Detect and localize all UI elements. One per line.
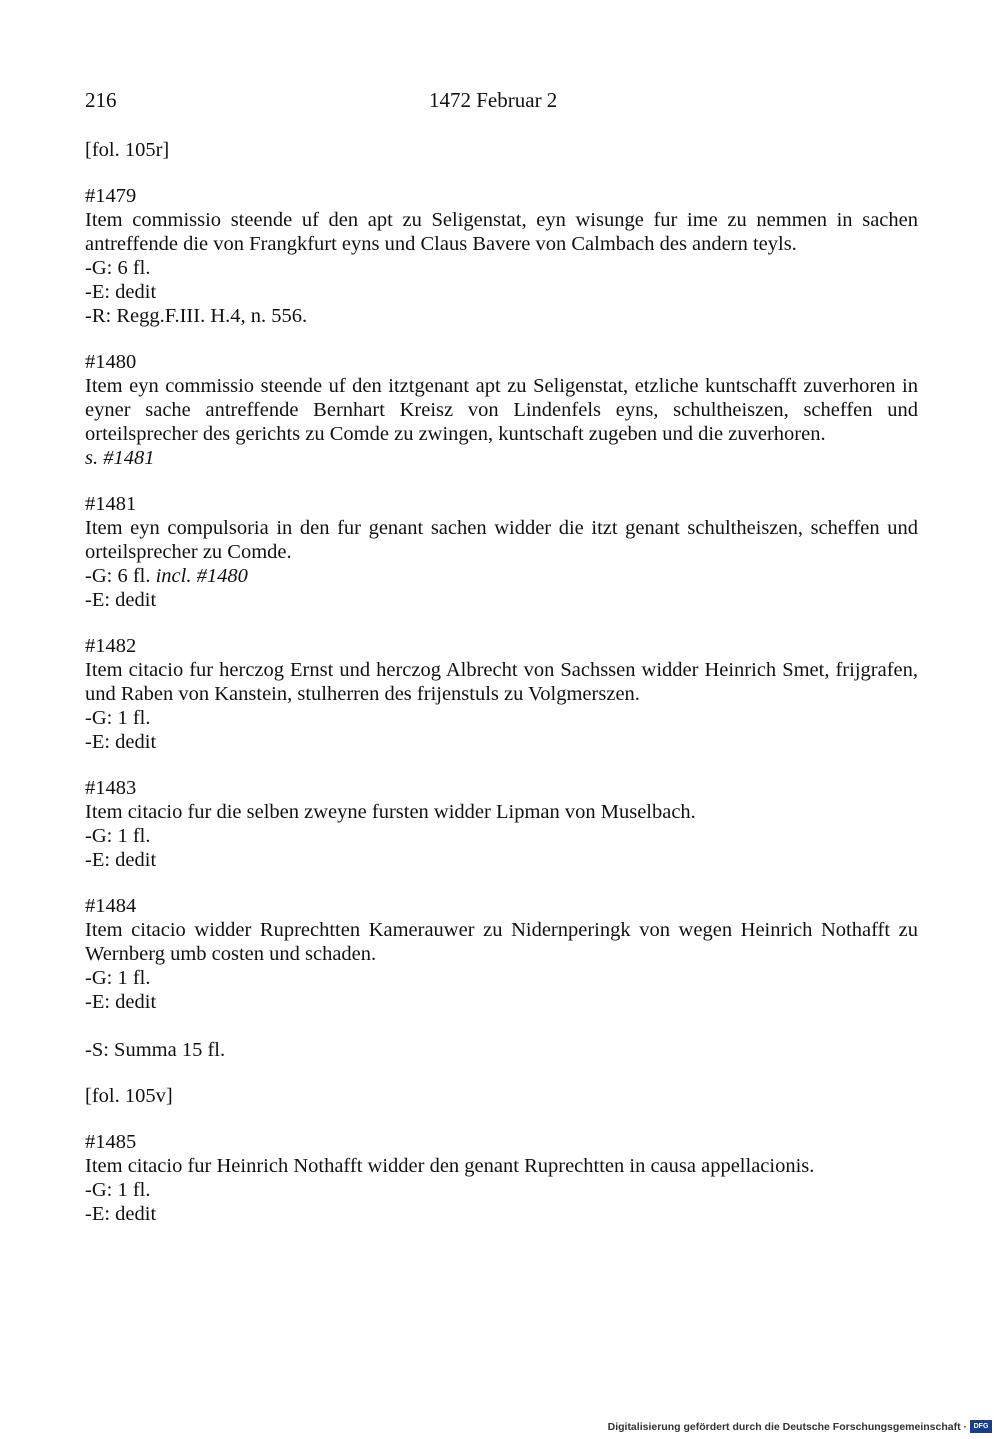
entry-fee: -G: 1 fl. (85, 825, 151, 847)
entry-paid: -E: dedit (85, 991, 157, 1013)
register-entry (85, 350, 918, 470)
entry-paid: -E: dedit (85, 589, 157, 611)
entry-fee: -G: 6 fl. (85, 565, 151, 587)
dfg-logo-icon: DFG (970, 1420, 992, 1433)
page-header (85, 84, 918, 116)
entry-number: #1483 (85, 777, 137, 799)
register-entry (85, 894, 918, 1014)
funding-credit: Digitalisierung gefördert durch die Deutsche Forschungsgemeinschaft · (607, 1420, 967, 1433)
entry-paid: -E: dedit (85, 1203, 157, 1225)
running-head: 1472 Februar 2 (429, 88, 558, 112)
entry-text: Item citacio fur die selben zweyne fursten widder Lipman von Muselbach. (85, 801, 696, 823)
register-entry (85, 492, 918, 612)
entry-number: #1479 (85, 185, 137, 207)
entry-number: #1482 (85, 635, 137, 657)
register-entry (85, 184, 918, 328)
entry-reference: -R: Regg.F.III. H.4, n. 556. (85, 305, 308, 327)
register-entry (85, 634, 918, 754)
entry-number: #1480 (85, 351, 137, 373)
summa-line: -S: Summa 15 fl. (85, 1039, 226, 1061)
entry-fee: -G: 1 fl. (85, 1179, 151, 1201)
entry-fee: -G: 6 fl. (85, 257, 151, 279)
entry-number: #1485 (85, 1131, 137, 1153)
entry-paid: -E: dedit (85, 849, 157, 871)
page-number: 216 (85, 88, 117, 112)
entry-fee-line (85, 564, 918, 588)
entry-text: Item eyn commissio steende uf den itztgenant apt zu Seligenstat, etzliche kuntschafft zuverhoren in eyner sache antreffende Bernhart Kreisz von Lindenfels eyns, schultheiszen, scheffen und orteilsprecher des gerichts zu Comde zu zwingen, kuntschaft zugeben und die zuverhoren. (85, 375, 918, 445)
entry-text: Item citacio fur Heinrich Nothafft widder den genant Ruprechtten in causa appellacionis. (85, 1155, 815, 1177)
entry-text: Item citacio fur herczog Ernst und herczog Albrecht von Sachssen widder Heinrich Smet, frijgrafen, und Raben von Kanstein, stulherren des frijenstuls zu Volgmerszen. (85, 659, 918, 705)
entry-number: #1481 (85, 493, 137, 515)
folio-marker: [fol. 105r] (85, 139, 170, 161)
entry-text: Item citacio widder Ruprechtten Kamerauwer zu Nidernperingk von wegen Heinrich Nothafft zu Wernberg umb costen und schaden. (85, 919, 918, 965)
entry-fee: -G: 1 fl. (85, 707, 151, 729)
funding-footer (608, 1420, 992, 1433)
entry-text: Item eyn compulsoria in den fur genant sachen widder die itzt genant schultheiszen, scheffen und orteilsprecher zu Comde. (85, 517, 918, 563)
entry-fee: -G: 1 fl. (85, 967, 151, 989)
entry-fee-note: incl. #1480 (155, 565, 248, 587)
register-entry (85, 776, 918, 872)
entry-paid: -E: dedit (85, 731, 157, 753)
entry-text: Item commissio steende uf den apt zu Seligenstat, eyn wisunge fur ime zu nemmen in sachen antreffende die von Frangkfurt eyns und Claus Bavere von Calmbach des andern teyls. (85, 209, 918, 255)
entry-note: s. #1481 (85, 447, 155, 469)
entry-paid: -E: dedit (85, 281, 157, 303)
entry-number: #1484 (85, 895, 137, 917)
folio-marker: [fol. 105v] (85, 1085, 173, 1107)
document-page (85, 84, 918, 1226)
register-entry (85, 1130, 918, 1226)
